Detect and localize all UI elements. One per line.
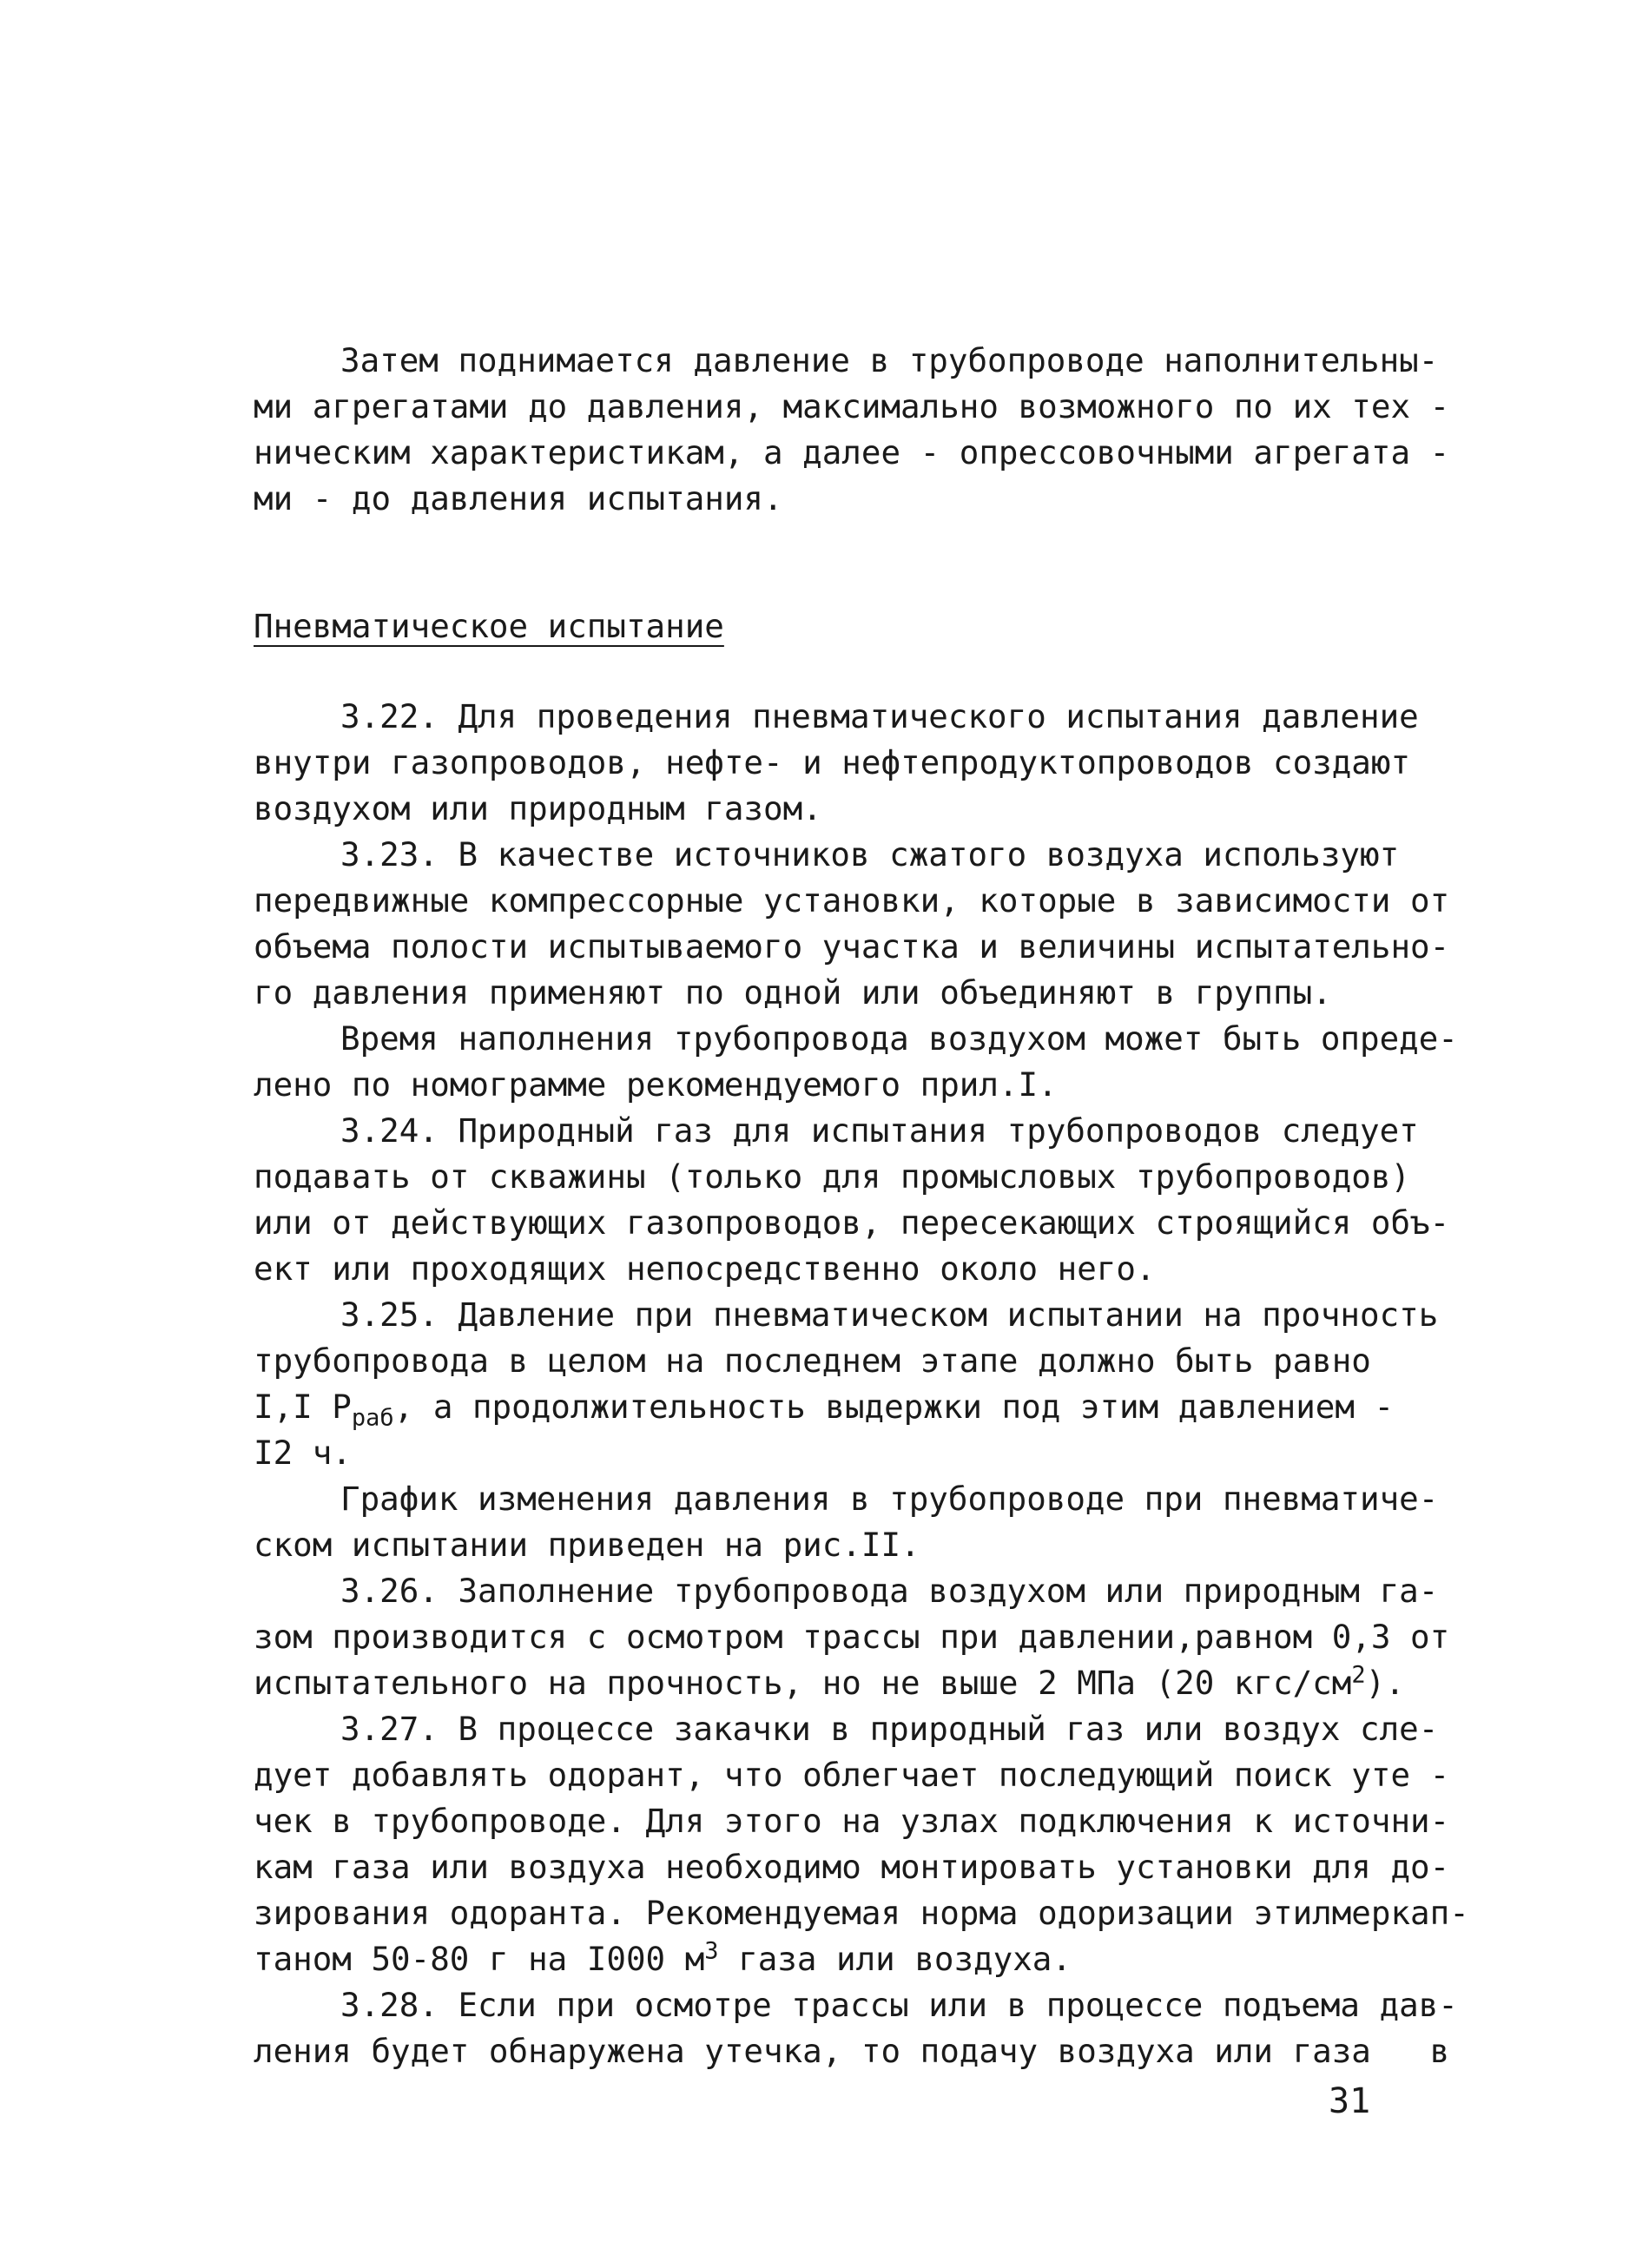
p-graph-line-1: График изменения давления в трубопроводе при пневматиче- <box>340 1480 1439 1518</box>
intro-line-2: ми агрегатами до давления, максимально возможного по их тех - <box>254 387 1450 425</box>
p-3-27-line-1: 3.27. В процессе закачки в природный газ или воздух сле- <box>340 1710 1439 1748</box>
p-3-22-line-3: воздухом или природным газом. <box>254 789 822 827</box>
p-3-24-line-2: подавать от скважины (только для промысловых трубопроводов) <box>254 1157 1411 1196</box>
p-3-25-line-2: трубопровода в целом на последнем этапе должно быть равно <box>254 1342 1371 1380</box>
p-3-25-line-3 <box>254 1388 1395 1432</box>
p-3-23-line-4: го давления применяют по одной или объединяют в группы. <box>254 973 1332 1012</box>
superscript-2: 2 <box>1351 1661 1366 1689</box>
p-3-28-line-2: ления будет обнаружена утечка, то подачу воздуха или газа в <box>254 2032 1450 2070</box>
subscript-rab: раб <box>351 1404 394 1432</box>
p-3-24-line-1: 3.24. Природный газ для испытания трубопроводов следует <box>340 1111 1419 1150</box>
p-3-26-line-1: 3.26. Заполнение трубопровода воздухом или природным га- <box>340 1572 1439 1610</box>
intro-line-4: ми - до давления испытания. <box>254 479 783 518</box>
p-3-27-line-3: чек в трубопроводе. Для этого на узлах подключения к источни- <box>254 1802 1450 1840</box>
p-3-28-line-1: 3.28. Если при осмотре трассы или в процессе подъема дав- <box>340 1986 1458 2024</box>
p-3-25-line-1: 3.25. Давление при пневматическом испытании на прочность <box>340 1296 1439 1334</box>
p-3-22-line-2: внутри газопроводов, нефте- и нефтепродуктопроводов создают <box>254 743 1411 781</box>
p-3-25-line-4: I2 ч. <box>254 1434 352 1472</box>
p-graph-line-2: ском испытании приведен на рис.II. <box>254 1526 920 1564</box>
formula-p-work: I,I P <box>254 1388 352 1426</box>
intro-line-1: Затем поднимается давление в трубопроводе наполнительны- <box>340 341 1439 379</box>
superscript-3: 3 <box>704 1937 719 1965</box>
p-3-23-line-2: передвижные компрессорные установки, которые в зависимости от <box>254 881 1450 920</box>
p-3-27-line-2: дует добавлять одорант, что облегчает последующий поиск уте - <box>254 1756 1450 1794</box>
p-3-24-line-3: или от действующих газопроводов, пересекающих строящийся объ- <box>254 1203 1450 1242</box>
p-3-24-line-4: ект или проходящих непосредственно около него. <box>254 1249 1156 1288</box>
p-3-26-line-3-end: ). <box>1365 1664 1405 1702</box>
p-3-22-line-1: 3.22. Для проведения пневматического испытания давление <box>340 697 1419 735</box>
p-3-25-line-3-text: , а продолжительность выдержки под этим давлением - <box>393 1388 1395 1426</box>
p-3-27-line-5: зирования одоранта. Рекомендуемая норма одоризации этилмеркап- <box>254 1894 1469 1932</box>
p-3-27-line-6-text: таном 50-80 г на I000 м <box>254 1940 705 1978</box>
p-time-line-1: Время наполнения трубопровода воздухом может быть опреде- <box>340 1019 1458 1058</box>
p-3-26-line-2: зом производится с осмотром трассы при давлении,равном 0,3 от <box>254 1618 1450 1656</box>
p-3-26-line-3 <box>254 1661 1405 1702</box>
page-number: 31 <box>1329 2081 1371 2121</box>
p-3-23-line-1: 3.23. В качестве источников сжатого воздуха используют <box>340 835 1400 874</box>
p-time-line-2: лено по номограмме рекомендуемого прил.I. <box>254 1065 1058 1104</box>
p-3-26-line-3-text: испытательного на прочность, но не выше 2 МПа (20 кгс/см <box>254 1664 1352 1702</box>
p-3-27-line-6-end: газа или воздуха. <box>718 1940 1072 1978</box>
intro-line-3: ническим характеристикам, а далее - опрессовочными агрегата - <box>254 433 1450 471</box>
p-3-27-line-6 <box>254 1937 1072 1978</box>
p-3-27-line-4: кам газа или воздуха необходимо монтировать установки для до- <box>254 1848 1450 1886</box>
section-heading: Пневматическое испытание <box>254 607 724 645</box>
p-3-23-line-3: объема полости испытываемого участка и величины испытательно- <box>254 927 1450 966</box>
